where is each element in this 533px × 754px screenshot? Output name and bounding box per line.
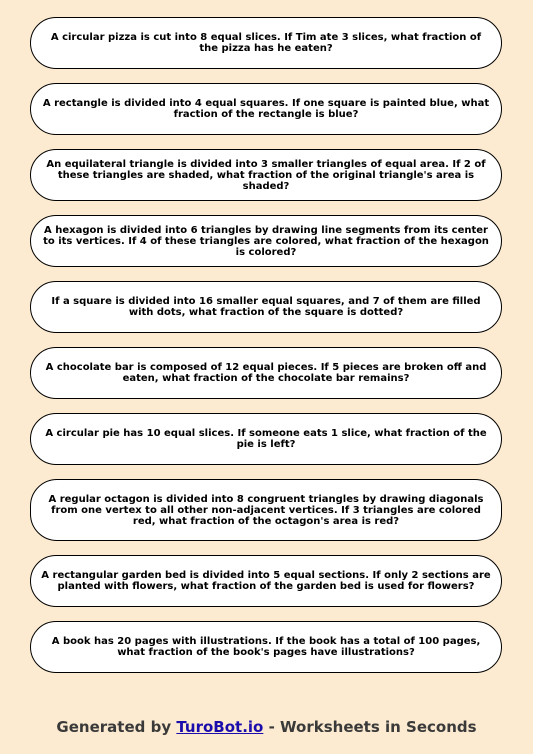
question-text: A chocolate bar is composed of 12 equal pieces. If 5 pieces are broken off and eaten, what fraction of the chocolate bar remains?	[45, 362, 487, 384]
question-text: A rectangular garden bed is divided into 5 equal sections. If only 2 sections are planted with flowers, what fraction of the garden bed is used for flowers?	[41, 570, 491, 592]
question-text: An equilateral triangle is divided into 3 smaller triangles of equal area. If 2 of these triangles are shaded, what fraction of the original triangle's area is shaded?	[46, 158, 486, 192]
question-text: A hexagon is divided into 6 triangles by drawing line segments from its center to its vertices. If 4 of these triangles are colored, what fraction of the hexagon is colored?	[43, 224, 489, 258]
question-text: If a square is divided into 16 smaller equal squares, and 7 of them are filled with dots, what fraction of the square is dotted?	[51, 296, 481, 318]
footer-credit	[0, 718, 533, 736]
question-list	[30, 17, 502, 687]
question-text: A rectangle is divided into 4 equal squares. If one square is painted blue, what fraction of the rectangle is blue?	[42, 98, 490, 120]
question-card	[30, 347, 502, 399]
question-card	[30, 17, 502, 69]
question-card	[30, 215, 502, 267]
question-card	[30, 149, 502, 201]
question-text: A circular pizza is cut into 8 equal slices. If Tim ate 3 slices, what fraction of the pizza has he eaten?	[50, 32, 482, 54]
question-card	[30, 621, 502, 673]
question-text: A book has 20 pages with illustrations. If the book has a total of 100 pages, what fraction of the book's pages have illustrations?	[51, 636, 481, 658]
footer-prefix: Generated by	[56, 718, 177, 736]
question-card	[30, 413, 502, 465]
question-card	[30, 479, 502, 541]
question-text: A regular octagon is divided into 8 congruent triangles by drawing diagonals from one vertex to all other non-adjacent vertices. If 3 triangles are colored red, what fraction of the octagon's area is red?	[48, 493, 484, 527]
question-text: A circular pie has 10 equal slices. If someone eats 1 slice, what fraction of the pie is left?	[45, 428, 487, 450]
question-card	[30, 83, 502, 135]
turobot-link[interactable]: TuroBot.io	[176, 718, 264, 736]
footer-suffix: - Worksheets in Seconds	[263, 718, 477, 736]
question-card	[30, 281, 502, 333]
question-card	[30, 555, 502, 607]
